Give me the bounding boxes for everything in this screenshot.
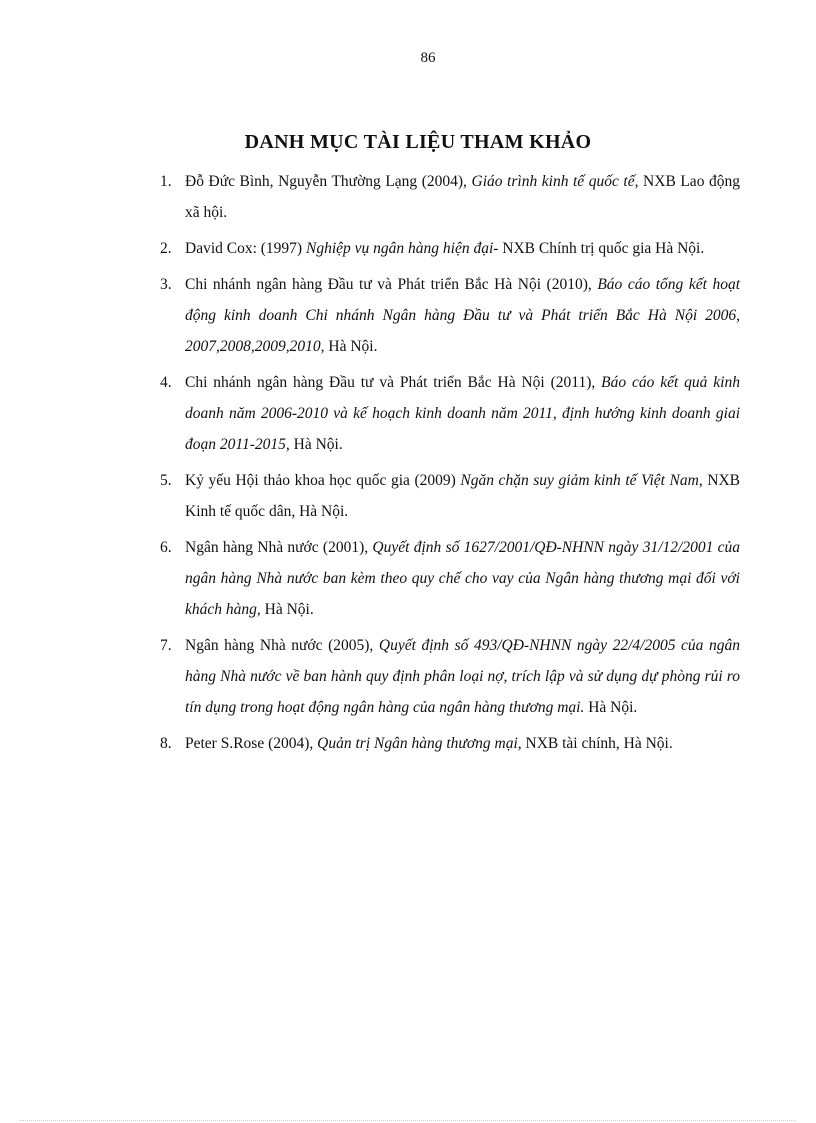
- reference-number: 2.: [160, 240, 172, 257]
- reference-authors: Peter S.Rose (2004),: [185, 735, 318, 752]
- reference-item: [160, 630, 740, 723]
- reference-work-title: Nghiệp vụ ngân hàng hiện đại-: [305, 240, 499, 257]
- reference-authors: Ngân hàng Nhà nước (2005),: [185, 637, 379, 654]
- reference-number: 5.: [160, 472, 172, 489]
- reference-work-title: Ngăn chặn suy giảm kinh tế Việt Nam: [460, 472, 699, 489]
- reference-work-title: Giáo trình kinh tế quốc tế,: [471, 173, 639, 190]
- reference-list: [160, 166, 740, 764]
- reference-work-title: Quyết định số 1627/2001/QĐ-NHNN ngày 31/12/2001 của ngân hàng Nhà nước ban kèm theo quy chế cho vay của Ngân hàng thương mại đối với khách hàng,: [185, 539, 741, 618]
- reference-authors: Kỷ yếu Hội thảo khoa học quốc gia (2009): [185, 472, 461, 489]
- reference-publisher: NXB Chính trị quốc gia Hà Nội.: [498, 240, 705, 257]
- page-number: 86: [420, 50, 436, 66]
- reference-publisher: , NXB Kinh tế quốc dân, Hà Nội.: [185, 472, 740, 520]
- reference-number: 1.: [160, 173, 172, 190]
- reference-item: [160, 465, 740, 527]
- reference-number: 6.: [160, 539, 172, 556]
- reference-publisher: Hà Nội.: [260, 601, 314, 618]
- reference-work-title: Quyết định số 493/QĐ-NHNN ngày 22/4/2005 của ngân hàng Nhà nước về ban hành quy định phân loại nợ, trích lập và sử dụng dự phòng rủi ro tín dụng trong hoạt động ngân hàng của ngân hàng thương mại.: [185, 637, 740, 716]
- reference-work-title: Quản trị Ngân hàng thương mại: [317, 735, 518, 752]
- reference-number: 7.: [160, 637, 172, 654]
- page-bottom-divider: [20, 1120, 796, 1121]
- reference-item: [160, 728, 740, 759]
- reference-publisher: , NXB tài chính, Hà Nội.: [517, 735, 673, 752]
- reference-publisher: Hà Nội.: [289, 436, 343, 453]
- reference-authors: Ngân hàng Nhà nước (2001),: [185, 539, 373, 556]
- reference-work-title: Báo cáo kết quả kinh doanh năm 2006-2010 và kế hoạch kinh doanh năm 2011, định hướng kinh doanh giai đoạn 2011-2015,: [185, 374, 740, 453]
- reference-publisher: Hà Nội.: [324, 338, 378, 355]
- reference-number: 3.: [160, 276, 172, 293]
- reference-authors: Đỗ Đức Bình, Nguyễn Thường Lạng (2004),: [185, 173, 472, 190]
- reference-authors: David Cox: (1997): [185, 240, 306, 257]
- page-title: DANH MỤC TÀI LIỆU THAM KHẢO: [244, 131, 592, 153]
- reference-item: [160, 367, 740, 460]
- reference-number: 4.: [160, 374, 172, 391]
- reference-authors: Chi nhánh ngân hàng Đầu tư và Phát triển Bắc Hà Nội (2010),: [185, 276, 598, 293]
- reference-work-title: Báo cáo tổng kết hoạt động kinh doanh Chi nhánh Ngân hàng Đầu tư và Phát triển Bắc Hà Nội 2006, 2007,2008,2009,2010,: [185, 276, 741, 355]
- reference-publisher: Hà Nội.: [584, 699, 638, 716]
- reference-number: 8.: [160, 735, 172, 752]
- reference-item: [160, 269, 740, 362]
- reference-item: [160, 532, 740, 625]
- reference-item: [160, 233, 740, 264]
- reference-authors: Chi nhánh ngân hàng Đầu tư và Phát triển Bắc Hà Nội (2011),: [185, 374, 602, 391]
- reference-item: [160, 166, 740, 228]
- reference-publisher: NXB Lao động xã hội.: [185, 173, 740, 221]
